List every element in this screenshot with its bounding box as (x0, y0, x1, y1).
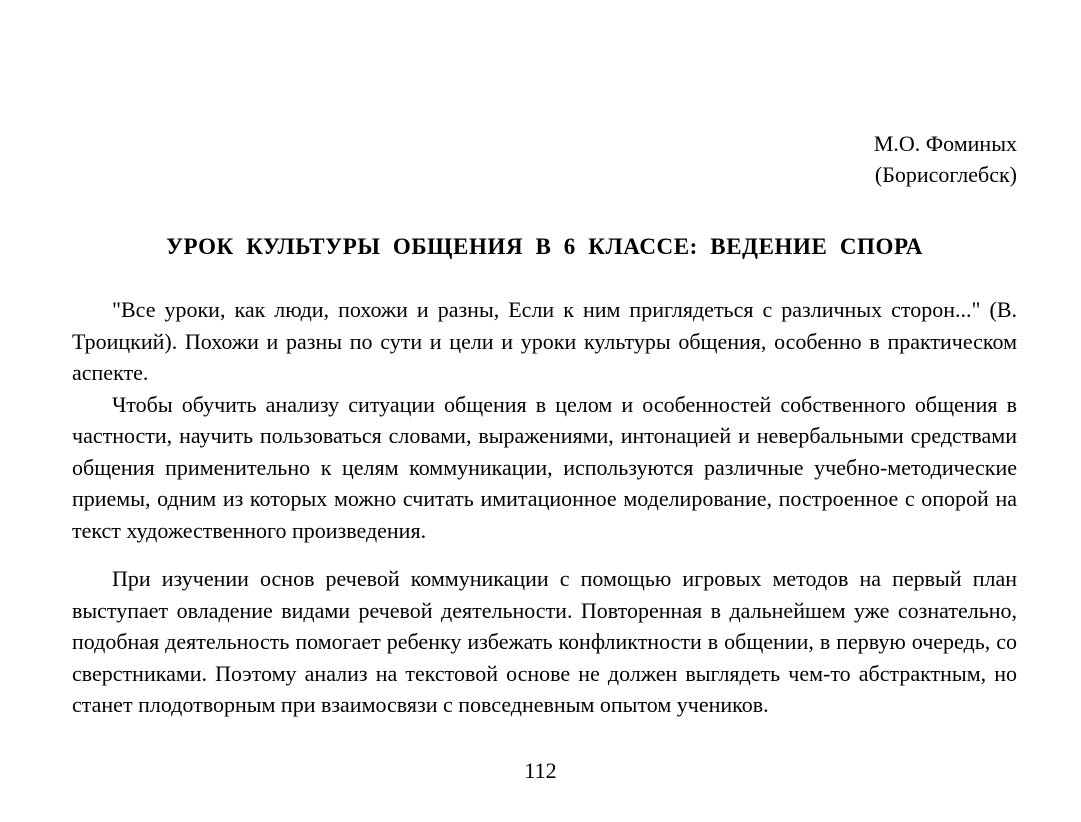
page-number: 112 (524, 758, 557, 783)
page-content (72, 0, 1017, 721)
author-name: М.О. Фоминых (873, 131, 1017, 156)
paragraph: Чтобы обучить анализу ситуации общения в целом и особенностей собственного общения в частности, научить пользоваться словами, выражениями, интонацией и невербальными средствами общения применительно к целям коммуникации, используются различные учебно-методические приемы, одним из которых можно считать имитационное моделирование, построенное с опорой на текст художественного произведения. (72, 391, 1017, 543)
body-text (72, 294, 1017, 721)
paragraph: При изучении основ речевой коммуникации с помощью игровых методов на первый план выступает овладение видами речевой деятельности. Повторенная в дальнейшем уже сознательно, подобная деятельность помогает ребенку избежать конфликтности в общении, в первую очередь, со сверстниками. Поэтому анализ на текстовой основе не должен выглядеть чем-то абстрактным, но станет плодотворным при взаимосвязи с повседневным опытом учеников. (72, 566, 1017, 717)
author-city: (Борисоглебск) (874, 162, 1017, 187)
page-title: УРОК КУЛЬТУРЫ ОБЩЕНИЯ В 6 КЛАССЕ: ВЕДЕНИЕ СПОРА (166, 234, 923, 259)
paragraph: "Все уроки, как люди, похожи и разны, Если к ним приглядеться с различных сторон..." (В. Троицкий). Похожи и разны по сути и цели и уроки культуры общения, особенно в практическом аспекте. (72, 297, 1017, 385)
author-block (72, 128, 1017, 190)
